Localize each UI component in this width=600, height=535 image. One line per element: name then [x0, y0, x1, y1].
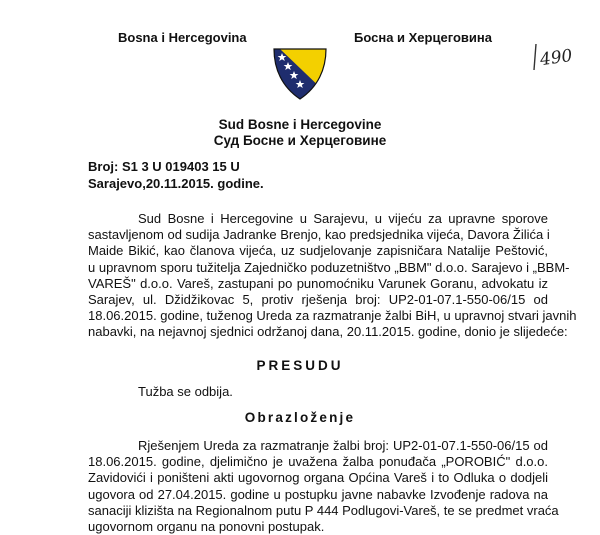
reasoning-line: ugovora od 27.04.2015. godine u postupku javne nabavke Izvođenje radova na [88, 486, 548, 502]
intro-line: 18.06.2015. godine, tuženog Ureda za razmatranje žalbi BiH, u upravnoj stvari javnih [88, 308, 577, 324]
reasoning-line: Rješenjem Ureda za razmatranje žalbi broj: UP2-01-07.1-550-06/15 od [138, 438, 548, 453]
verdict-title: PRESUDU [256, 358, 344, 373]
reasoning-line: Zavidovići i poništeni akti ugovornog organa Općina Vareš i to Odluka o dodjeli [88, 470, 548, 486]
intro-line: Maide Bikić, kao članova vijeća, uz sudjelovanje zapisničara Natalije Peštović, [88, 243, 548, 259]
reasoning-paragraph [88, 438, 559, 535]
verdict-text: Tužba se odbija. [138, 384, 233, 399]
reasoning-title: Obrazloženje [244, 410, 356, 425]
court-name-latin: Sud Bosne i Hercegovine [218, 117, 382, 132]
coat-of-arms [272, 47, 328, 101]
case-place-date: Sarajevo,20.11.2015. godine. [88, 176, 264, 191]
intro-line: nabavki, na nejavnoj sjednici održanoj dana, 20.11.2015. godine, donio je slijedeće: [88, 324, 568, 340]
intro-line: VAREŠ" d.o.o. Vareš, zastupani po punomoćniku Varunek Goranu, advokatu iz [88, 275, 548, 291]
reasoning-line: ugovornom organu na ponovni postupak. [88, 519, 325, 535]
reasoning-line: sanaciji klizišta na Regionalnom putu P 444 Podlugovi-Vareš, te se predmet vraća [88, 502, 559, 518]
coat-of-arms-icon [272, 47, 328, 101]
intro-line: Sud Bosne i Hercegovine u Sarajevu, u vijeću za upravne sporove [138, 211, 548, 226]
handwritten-annotation [530, 40, 580, 76]
header-right-title: Босна и Херцеговина [354, 30, 492, 45]
handwritten-number: 490 [538, 45, 574, 71]
intro-line: u upravnom sporu tužitelja Zajedničko poduzetništvo „BBM" d.o.o. Sarajevo i „BBM- [88, 259, 570, 275]
intro-line: Sarajev, ul. Džidžikovac 5, protiv rješenja broj: UP2-01-07.1-550-06/15 od [88, 292, 548, 308]
case-number: Broj: S1 3 U 019403 15 U [88, 159, 240, 174]
intro-paragraph [88, 211, 577, 341]
reasoning-line: 18.06.2015. godine, djelimično je uvažena žalba ponuđača „POROBIĆ" d.o.o. [88, 454, 548, 470]
intro-line: sastavljenom od sudija Jadranke Brenjo, kao predsjednika vijeća, Davora Žilića i [88, 227, 550, 243]
court-name-cyrillic: Суд Босне и Херцеговине [213, 133, 387, 148]
header-left-title: Bosna i Hercegovina [118, 30, 247, 45]
